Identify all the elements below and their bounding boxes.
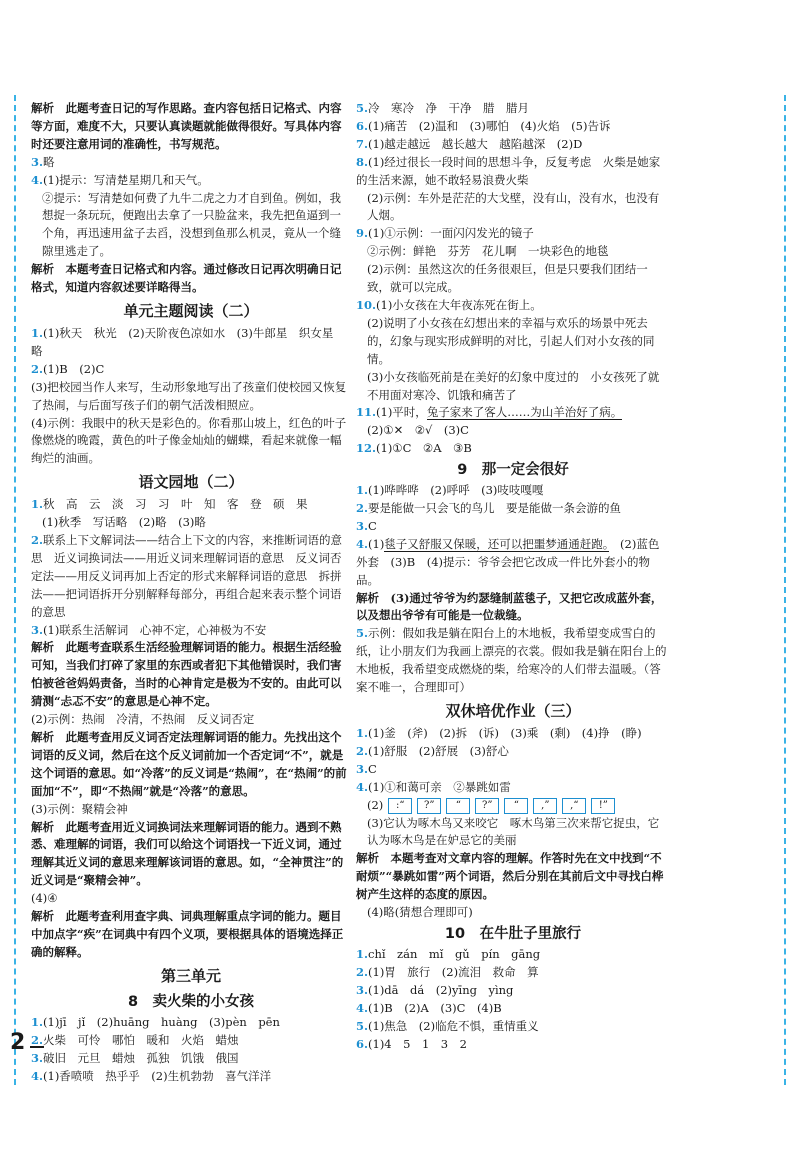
section-heading: 双休培优作业（三）: [445, 702, 581, 720]
question-number: 8.: [356, 154, 369, 169]
answer-line: [31, 622, 351, 640]
punctuation-answer-row: [356, 797, 670, 815]
answer-text: 破旧 元旦 蜡烛 孤独 饥饿 俄国: [43, 1050, 239, 1065]
answer-text: (1)舒服 (2)舒展 (3)舒心: [368, 743, 509, 758]
answer-text: ②提示：写清楚如何费了九牛二虎之力才自到鱼。例如，我想捉一条玩玩，便跑出去拿了一只脸盆来，我先把鱼逼到一个角，再迅速用盆子去舀，没想到鱼那么机灵，竟从一个缝隙里逃走了。: [42, 190, 341, 259]
answer-line: [356, 725, 670, 743]
answer-line: [356, 964, 670, 982]
question-number: 1.: [31, 325, 44, 340]
lesson-heading: 9 那一定会很好: [457, 462, 569, 479]
answer-text: (1)经过很长一段时间的思想斗争，反复考虑 火柴是她家的生活来源，她不敢轻易浪费火柴: [356, 154, 661, 187]
question-number: 3.: [31, 154, 44, 169]
answer-line: [356, 536, 670, 590]
answer-text: (1)dā dá (2)yīng yìng: [368, 982, 514, 997]
answer-line: [356, 1018, 670, 1036]
question-number: 7.: [356, 136, 369, 151]
answer-text: 示例：假如我是躺在阳台上的木地板，我希望变成雪白的纸，让小朋友们为我画上漂亮的衣裳。假如我是躺在阳台上的木地板，我希望变成燃烧的柴，给寒冷的人们带去温暖。（答案不唯一，合理即可）: [356, 626, 667, 695]
question-number: 3.: [356, 761, 369, 776]
question-number: 2.: [31, 361, 44, 376]
answer-line: [356, 422, 670, 440]
answer-text: (1)秋天 秋光 (2)天阶夜色凉如水 (3)牛郎星 织女星 略: [31, 325, 345, 358]
answer-line: [356, 1036, 670, 1054]
answer-text: (4)④: [31, 891, 58, 906]
question-number: 5.: [356, 626, 369, 641]
answer-text: (3)它认为啄木鸟又来咬它 啄木鸟第三次来帮它捉虫，它认为啄木鸟是在妒忌它的美丽: [367, 815, 660, 848]
answer-line: [31, 819, 351, 891]
answer-line: [356, 404, 670, 422]
answer-text: (2)蓝色外套 (3)B (4)提示：爷爷会把它改成一件比外套小的物品。: [356, 536, 660, 587]
answer-line: [356, 850, 670, 904]
question-number: 9.: [356, 226, 369, 241]
analysis-label: 解析 此题考查利用查字典、词典理解重点字词的能力。题目中加点字“疾”在词典中有四个义项，要根据具体的语境选择正确的解释。: [31, 909, 344, 959]
question-number: 6.: [356, 118, 369, 133]
right-dashed-border: [784, 95, 786, 1085]
answer-line: [31, 361, 351, 379]
answer-line: [31, 639, 351, 711]
lesson-heading: 8 卖火柴的小女孩: [127, 993, 255, 1010]
answer-line: [31, 908, 351, 962]
analysis-label: 解析 此题考查用反义词否定法理解词语的能力。先找出这个词语的反义词，然后在这个反义词前加一个否定词“不”，就是这个词语的意思。如“冷落”的反义词是“热闹”，在“热闹”的前面加“不”，即“不热闹”就是“冷落”的意思。: [31, 730, 347, 798]
section-heading: 第三单元: [160, 966, 221, 985]
answer-line: [356, 625, 670, 697]
question-number: 4.: [31, 1068, 44, 1083]
right-column: [356, 100, 670, 1053]
analysis-label: 解析 本题考查对文章内容的理解。作答时先在文中找到“不耐烦”“暴跳如雷”两个词语，然后分别在其前后文中寻找白桦树产生这样的态度的原因。: [356, 851, 664, 902]
answer-line: [356, 315, 670, 369]
answer-text: 略: [43, 154, 55, 169]
answer-text: (1)①和蔼可亲 ②暴跳如雷: [368, 779, 511, 794]
page-number-rule: [30, 1046, 44, 1048]
answer-line: [356, 225, 670, 243]
question-number: 2.: [31, 1032, 44, 1047]
answer-line: [356, 190, 670, 226]
answer-text: (3)示例：聚精会神: [31, 801, 128, 816]
answer-line: [31, 711, 351, 729]
left-dashed-border: [14, 95, 16, 1085]
answer-text: C: [368, 518, 377, 533]
answer-label: (2): [367, 797, 384, 812]
question-number: 4.: [356, 779, 369, 794]
question-number: 6.: [356, 1036, 369, 1051]
answer-text: 冷 寒冷 净 干净 腊 腊月: [368, 101, 530, 115]
answer-text: (2)示例：热闹 冷清，不热闹 反义词否定: [31, 712, 255, 727]
answer-line: [31, 496, 351, 514]
answer-line: [356, 1000, 670, 1018]
answer-line: [356, 482, 670, 500]
answer-text: (2)①✕ ②√ (3)C: [367, 423, 469, 438]
answer-line: [31, 190, 351, 262]
answer-line: [356, 100, 670, 118]
answer-text: (1)越走越远 越长越大 越陷越深 (2)D: [368, 136, 583, 151]
answer-text: (1): [368, 536, 385, 551]
answer-text: (4)示例：我眼中的秋天是彩色的。你看那山坡上，红色的叶子像燃烧的晚霞，黄色的叶子像金灿灿的蝴蝶，看起来就像一幅绚烂的油画。: [31, 415, 347, 466]
question-number: 11.: [356, 405, 377, 420]
punctuation-box: ?”: [417, 798, 441, 814]
answer-text: (1)秋季 写话略 (2)略 (3)略: [42, 515, 206, 530]
answer-line: [356, 904, 670, 922]
lesson-heading: 10 在牛肚子里旅行: [444, 925, 582, 942]
question-number: 1.: [356, 946, 369, 961]
answer-text: 秋 高 云 淡 习 习 叶 知 客 登 硕 果: [43, 497, 308, 512]
answer-line: [31, 532, 351, 622]
answer-text: (2)示例：车外是茫茫的大戈壁，没有山，没有水，也没有人烟。: [367, 190, 660, 223]
answer-text: (2)说明了小女孩在幻想出来的幸福与欢乐的场景中死去的，幻象与现实形成鲜明的对比，引起人们对小女孩的同情。: [367, 315, 655, 366]
answer-line: [31, 514, 351, 532]
answer-text: ②示例：鲜艳 芬芳 花儿啊 一块彩色的地毯: [367, 244, 609, 259]
answer-text: (2)示例：虽然这次的任务很艰巨，但是只要我们团结一致，就可以完成。: [367, 262, 648, 295]
answer-line: [31, 1032, 351, 1050]
question-number: 5.: [356, 1018, 369, 1033]
question-number: 1.: [356, 726, 369, 740]
punctuation-box: “: [504, 798, 528, 814]
answer-line: [356, 297, 670, 315]
answer-line: [31, 379, 351, 415]
answer-line: [31, 154, 351, 172]
punctuation-box: ?”: [475, 798, 499, 814]
answer-line: [356, 154, 670, 190]
underlined-answer: 毯子又舒服又保暖，还可以把噩梦通通赶跑。: [384, 536, 609, 551]
underlined-answer: 兔子家来了客人……为山羊治好了病。: [426, 405, 623, 420]
answer-line: [356, 982, 670, 1000]
question-number: 3.: [31, 622, 44, 637]
answer-text: (1)釜 (斧) (2)拆 (诉) (3)乘 (剩) (4)挣 (睁): [368, 726, 642, 740]
question-number: 2.: [31, 533, 44, 548]
answer-text: 要是能做一只会飞的鸟儿 要是能做一条会游的鱼: [368, 501, 622, 516]
answer-text: (1)联系生活解词 心神不定，心神极为不安: [43, 622, 267, 637]
answer-text: (1)jī jǐ (2)huāng huàng (3)pèn pēn: [43, 1014, 280, 1029]
answer-line: [356, 815, 670, 851]
answer-text: (4)略(猜想合理即可): [367, 905, 473, 920]
page-number: 2: [10, 1030, 26, 1055]
question-number: 3.: [356, 982, 369, 997]
answer-line: [356, 590, 670, 626]
answer-line: [31, 729, 351, 801]
section-heading: 单元主题阅读（二）: [123, 301, 259, 320]
question-number: 1.: [356, 483, 369, 498]
question-number: 4.: [356, 1000, 369, 1015]
answer-line: [31, 325, 351, 361]
left-column: [31, 100, 351, 1085]
analysis-label: 解析 此题考查日记的写作思路。查内容包括日记格式、内容等方面，难度不大，只要认真读题就能做得很好。写具体内容时还要注意用词的准确性，书写规范。: [31, 101, 342, 151]
answer-line: [356, 243, 670, 261]
question-number: 3.: [31, 1050, 44, 1065]
answer-line: [31, 1014, 351, 1032]
question-number: 2.: [356, 964, 369, 979]
answer-line: [356, 518, 670, 536]
analysis-label: 解析 本题考查日记格式和内容。通过修改日记再次明确日记格式，知道内容叙述要详略得当。: [31, 262, 342, 295]
answer-text: chǐ zán mǐ gǔ pín gāng: [368, 946, 541, 961]
punctuation-box: “: [446, 798, 470, 814]
answer-text: (1)香喷喷 热乎乎 (2)生机勃勃 喜气洋洋: [43, 1068, 272, 1083]
question-number: 2.: [356, 743, 369, 758]
question-number: 12.: [356, 441, 377, 456]
answer-text: C: [368, 761, 377, 776]
answer-line: [31, 890, 351, 908]
answer-text: (1)B (2)A (3)C (4)B: [368, 1000, 502, 1015]
answer-text: (3)小女孩临死前是在美好的幻象中度过的 小女孩死了就不用面对寒冷、饥饿和痛苦了: [367, 369, 660, 402]
question-number: 3.: [356, 518, 369, 533]
answer-line: [356, 440, 670, 458]
answer-line: [31, 415, 351, 469]
answer-line: [31, 172, 351, 190]
answer-line: [356, 779, 670, 797]
answer-text: (1)①C ②A ③B: [376, 441, 472, 456]
analysis-label: 解析 此题考查用近义词换词法来理解词语的能力。遇到不熟悉、难理解的词语，我们可以给这个词语找一下近义词，通过理解其近义词的意思来理解该词语的意思。如，“全神贯注”的近义词是“聚精会神”。: [31, 819, 344, 888]
answer-line: [356, 118, 670, 136]
question-number: 1.: [31, 497, 44, 512]
answer-text: (1)B (2)C: [43, 361, 105, 376]
answer-line: [31, 261, 351, 297]
question-number: 2.: [356, 501, 369, 516]
punctuation-box: ,”: [533, 798, 557, 814]
answer-text: (1)痛苦 (2)温和 (3)哪怕 (4)火焰 (5)告诉: [368, 118, 611, 133]
question-number: 5.: [356, 101, 369, 115]
answer-text: (1)胃 旅行 (2)流泪 救命 算: [368, 964, 539, 979]
answer-line: [356, 136, 670, 154]
answer-text: 联系上下文解词法——结合上下文的内容，来推断词语的意思 近义词换词法——用近义词来理解词语的意思 反义词否定法——用反义词再加上否定的形式来解释词语的意思 拆拼法——把词语拆开分别解释每部分，再组合起来表示整个词语的意思: [31, 533, 343, 619]
answer-text: (1)4 5 1 3 2: [368, 1036, 467, 1051]
question-number: 1.: [31, 1014, 44, 1029]
punctuation-box: :“: [388, 798, 412, 814]
answer-text: (1)提示：写清楚星期几和天气。: [43, 172, 209, 187]
answer-line: [31, 1050, 351, 1068]
answer-line: [356, 946, 670, 964]
answer-text: (1)①示例：一面闪闪发光的镜子: [368, 226, 534, 241]
answer-line: [356, 261, 670, 297]
analysis-label: 解析 此题考查联系生活经验理解词语的能力。根据生活经验可知，当我们打碎了家里的东西或者犯下其他错误时，我们害怕被爸爸妈妈责备，当时的心神肯定是极为不安的。由此可以猜测“忐忑不安”的意思是心神不定。: [31, 640, 342, 709]
answer-line: [31, 801, 351, 819]
answer-text: (1)小女孩在大年夜冻死在街上。: [376, 297, 542, 312]
question-number: 10.: [356, 297, 377, 312]
answer-text: (1)哗哗哗 (2)呼呼 (3)吱吱嘎嘎: [368, 483, 544, 498]
question-number: 4.: [31, 172, 44, 187]
question-number: 4.: [356, 536, 369, 551]
answer-line: [31, 1068, 351, 1086]
answer-text: 火柴 可怜 哪怕 暖和 火焰 蜡烛: [43, 1032, 239, 1047]
punctuation-box: !”: [591, 798, 615, 814]
answer-text: (1)平时，: [376, 405, 427, 420]
analysis-label: 解析 (3)通过爷爷为约瑟缝制蓝毯子，又把它改成蓝外套，以及想出爷爷有可能是一位裁缝。: [356, 590, 663, 623]
punctuation-box: ,“: [562, 798, 586, 814]
answer-text: (1)焦急 (2)临危不惧，重情重义: [368, 1018, 539, 1033]
answer-line: [356, 743, 670, 761]
answer-line: [356, 761, 670, 779]
section-heading: 语文园地（二）: [138, 473, 244, 492]
answer-line: [31, 100, 351, 154]
answer-line: [356, 369, 670, 405]
answer-line: [356, 500, 670, 518]
answer-text: (3)把校园当作人来写，生动形象地写出了孩童们使校园又恢复了热闹，与后面写孩子们的朝气活泼相照应。: [31, 379, 347, 412]
